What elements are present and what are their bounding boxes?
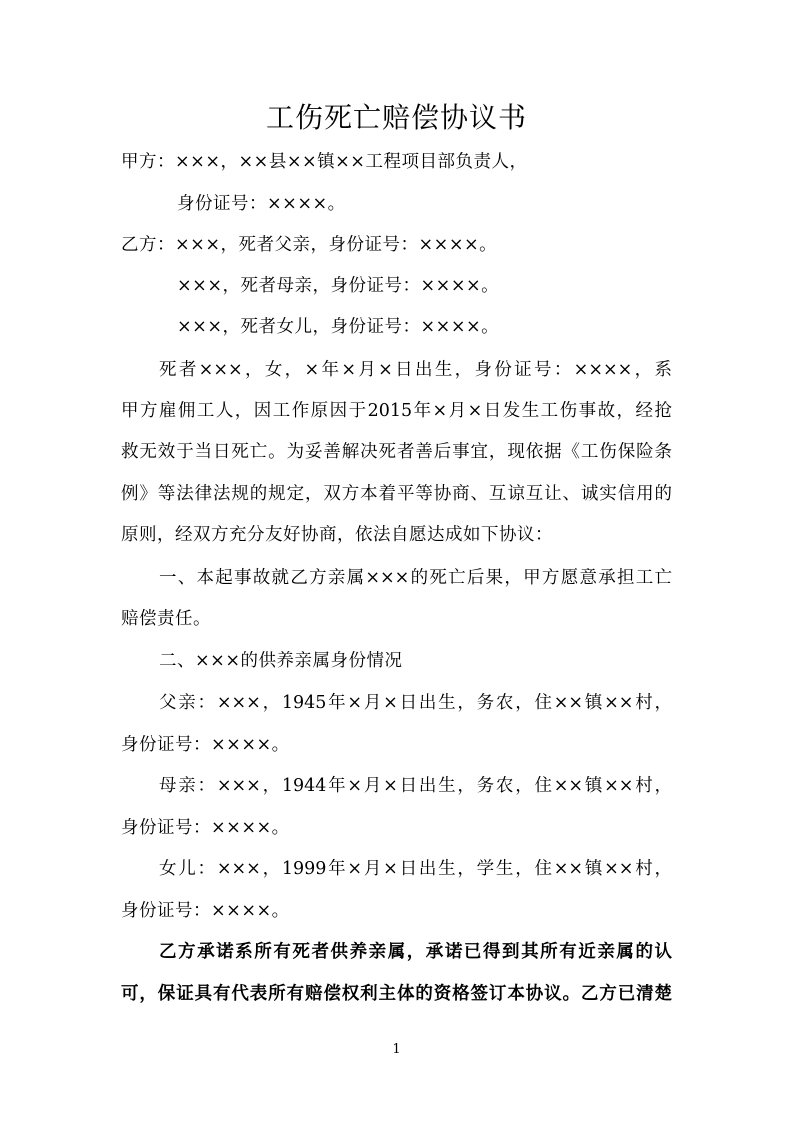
mother-info-line-2: 身份证号：××××。 bbox=[121, 818, 290, 838]
party-a-id-line: 身份证号：××××。 bbox=[177, 194, 346, 214]
father-info-line-1: 父亲：×××，1945年×月×日出生，务农，住××镇××村， bbox=[159, 693, 672, 713]
page-number: 1 bbox=[392, 1042, 401, 1057]
party-b-daughter-line: ×××，死者女儿，身份证号：××××。 bbox=[177, 317, 500, 337]
commitment-line-1: 乙方承诺系所有死者供养亲属，承诺已得到其所有近亲属的认 bbox=[159, 942, 672, 962]
father-info-line-2: 身份证号：××××。 bbox=[121, 735, 290, 755]
clause-1-line-1: 一、本起事故就乙方亲属×××的死亡后果，甲方愿意承担工亡 bbox=[159, 568, 672, 588]
intro-line-2: 甲方雇佣工人，因工作原因于2015年×月×日发生工伤事故，经抢 bbox=[121, 401, 672, 421]
daughter-info-line-1: 女儿：×××，1999年×月×日出生，学生，住××镇××村， bbox=[159, 859, 672, 879]
intro-line-1: 死者×××，女，×年×月×日出生，身份证号：××××，系 bbox=[159, 360, 672, 380]
intro-line-4: 例》等法律法规的规定，双方本着平等协商、互谅互让、诚实信用的 bbox=[121, 484, 672, 504]
clause-2-heading: 二、×××的供养亲属身份情况 bbox=[159, 651, 403, 671]
party-a-line-1: 甲方：×××，××县××镇××工程项目部负责人， bbox=[121, 152, 528, 172]
intro-line-3: 救无效于当日死亡。为妥善解决死者善后事宜，现依据《工伤保险条 bbox=[121, 442, 672, 462]
clause-1-line-2: 赔偿责任。 bbox=[121, 609, 211, 629]
intro-line-5: 原则，经双方充分友好协商，依法自愿达成如下协议： bbox=[121, 525, 553, 545]
party-b-mother-line: ×××，死者母亲，身份证号：××××。 bbox=[177, 276, 500, 296]
document-title: 工伤死亡赔偿协议书 bbox=[265, 101, 527, 134]
mother-info-line-1: 母亲：×××，1944年×月×日出生，务农，住××镇××村， bbox=[159, 776, 672, 796]
daughter-info-line-2: 身份证号：××××。 bbox=[121, 901, 290, 921]
party-b-father-line: 乙方：×××，死者父亲，身份证号：××××。 bbox=[121, 235, 498, 255]
commitment-line-2: 可，保证具有代表所有赔偿权利主体的资格签订本协议。乙方已清楚 bbox=[121, 984, 672, 1004]
